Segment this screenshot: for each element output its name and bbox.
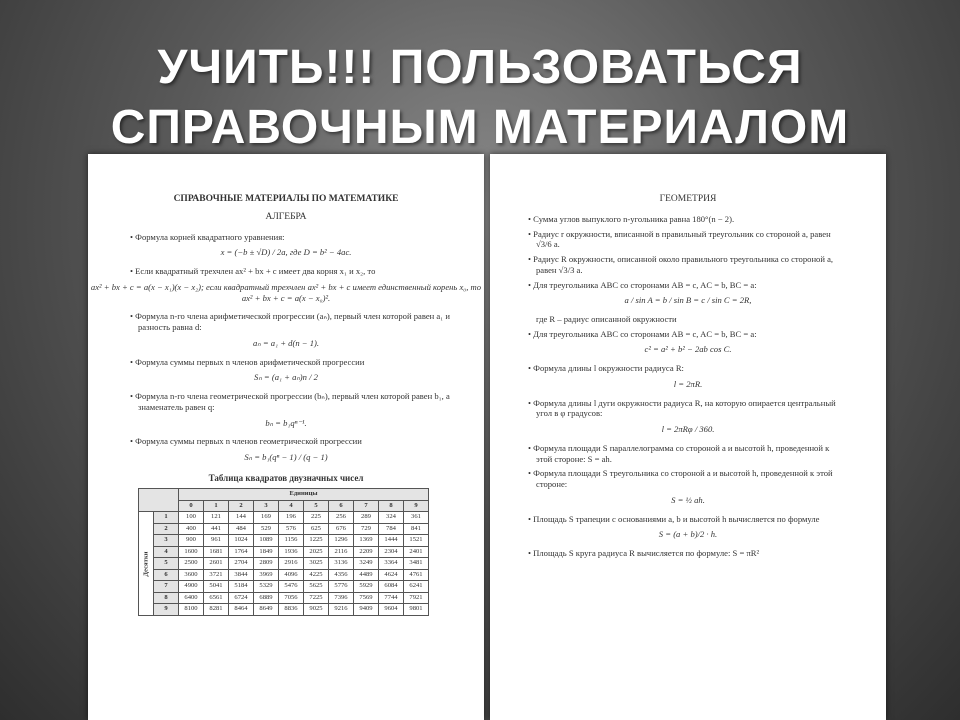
table-cell: 5476 [279,581,304,593]
algebra-subheading: АЛГЕБРА [265,211,307,222]
table-cell: 324 [379,512,404,524]
table-cell: 2500 [179,558,204,570]
table-cell: 3025 [304,558,329,570]
table-cell: 8464 [229,604,254,616]
table-cell: 4761 [404,569,429,581]
tens-row-header: 8 [154,592,179,604]
table-cell: 9216 [329,604,354,616]
algebra-item-formula: bₙ = b₁qⁿ⁻¹. [265,417,307,428]
units-column-header: 2 [229,500,254,512]
table-cell: 8100 [179,604,204,616]
table-cell: 2704 [229,558,254,570]
algebra-item-text: • Формула корней квадратного уравнения: [138,232,462,243]
tens-row-header: 1 [154,512,179,524]
table-row [139,569,429,581]
table-cell: 576 [279,523,304,535]
table-row [139,558,429,570]
table-cell: 4225 [304,569,329,581]
table-row [139,523,429,535]
table-cell: 144 [229,512,254,524]
table-cell: 6400 [179,592,204,604]
units-column-header: 8 [379,500,404,512]
geometry-item-text: • Формула площади S треугольника со стороной a и высотой h, проведенной к этой стороне: [536,468,846,489]
geometry-formula-list [490,214,886,559]
table-cell: 5041 [204,581,229,593]
table-cell: 2209 [354,546,379,558]
table-cell: 6724 [229,592,254,604]
geometry-item-text: • Формула площади S параллелограмма со стороной a и высотой h, проведенной к этой стороне: S = ah. [536,443,846,464]
table-cell: 2809 [254,558,279,570]
table-cell: 9801 [404,604,429,616]
table-cell: 3364 [379,558,404,570]
table-cell: 256 [329,512,354,524]
table-cell: 361 [404,512,429,524]
table-cell: 1600 [179,546,204,558]
units-header: Единицы [179,489,429,501]
table-row [139,581,429,593]
table-cell: 169 [254,512,279,524]
table-cell: 2916 [279,558,304,570]
slide-title-line-1: УЧИТЬ!!! ПОЛЬЗОВАТЬСЯ [157,41,803,94]
table-cell: 441 [204,523,229,535]
squares-table-title: Таблица квадратов двузначных чисел [208,472,364,483]
geometry-item-text: • Радиус r окружности, вписанной в правильный треугольник со стороной a, равен √3/6 a. [536,229,846,250]
algebra-formula-list [88,232,484,463]
table-cell: 1764 [229,546,254,558]
table-cell: 1849 [254,546,279,558]
table-cell: 5184 [229,581,254,593]
geometry-item-formula: S = ½ ah. [671,494,705,505]
algebra-item-text: • Формула суммы первых n членов арифметической прогрессии [138,357,462,368]
algebra-reference-page [88,154,484,720]
table-cell: 3721 [204,569,229,581]
squares-table [138,488,429,616]
geometry-item-formula: l = 2πRφ / 360. [661,424,715,435]
units-column-header: 5 [304,500,329,512]
table-cell: 4489 [354,569,379,581]
table-cell: 1296 [329,535,354,547]
geometry-item-text: • Площадь S круга радиуса R вычисляется по формуле: S = πR² [536,548,846,559]
table-cell: 729 [354,523,379,535]
table-cell: 5776 [329,581,354,593]
units-column-header: 3 [254,500,279,512]
table-cell: 1521 [404,535,429,547]
table-row [139,512,429,524]
table-cell: 3600 [179,569,204,581]
table-cell: 7056 [279,592,304,604]
table-cell: 8836 [279,604,304,616]
table-row [139,592,429,604]
geometry-reference-page [490,154,886,720]
geometry-item-formula: c² = a² + b² − 2ab cos C. [644,344,732,355]
table-cell: 3249 [354,558,379,570]
geometry-item-formula: a / sin A = b / sin B = c / sin C = 2R, [624,295,752,306]
table-cell: 7396 [329,592,354,604]
left-page-heading: СПРАВОЧНЫЕ МАТЕРИАЛЫ ПО МАТЕМАТИКЕ [173,194,399,204]
table-cell: 2116 [329,546,354,558]
table-row [139,546,429,558]
table-cell: 4356 [329,569,354,581]
table-cell: 4624 [379,569,404,581]
circumradius-note: где R – радиус описанной окружности [536,314,677,325]
table-cell: 3481 [404,558,429,570]
algebra-item-text: • Формула n-го члена арифметической прогрессии (aₙ), первый член которой равен a₁ и разность равна d: [138,311,462,332]
table-cell: 4900 [179,581,204,593]
slide-title [0,38,960,158]
tens-row-header: 5 [154,558,179,570]
table-cell: 5625 [304,581,329,593]
table-cell: 7744 [379,592,404,604]
table-cell: 7569 [354,592,379,604]
algebra-item-formula: ax² + bx + c = a(x − x₁)(x − x₂); если квадратный трехчлен ax² + bx + c имеет единственный корень x₀, то ax² + bx + c = a(x − x₀)². [90,281,482,303]
table-cell: 9025 [304,604,329,616]
algebra-item-formula: aₙ = a₁ + d(n − 1). [252,337,320,348]
table-cell: 1089 [254,535,279,547]
table-cell: 9604 [379,604,404,616]
table-cell: 2304 [379,546,404,558]
table-cell: 2401 [404,546,429,558]
tens-row-header: 9 [154,604,179,616]
units-column-header: 4 [279,500,304,512]
tens-row-header: 2 [154,523,179,535]
table-cell: 1369 [354,535,379,547]
table-cell: 7921 [404,592,429,604]
algebra-item-formula: x = (−b ± √D) / 2a, где D = b² − 4ac. [220,247,352,258]
algebra-item-text: • Если квадратный трехчлен ax² + bx + c имеет два корня x₁ и x₂, то [138,266,462,277]
tens-row-header: 6 [154,569,179,581]
table-cell: 6561 [204,592,229,604]
geometry-heading: ГЕОМЕТРИЯ [659,194,717,204]
geometry-item-formula: l = 2πR. [673,378,703,389]
units-column-header: 7 [354,500,379,512]
table-cell: 1444 [379,535,404,547]
table-row [139,604,429,616]
algebra-item-formula: Sₙ = b₁(qⁿ − 1) / (q − 1) [244,452,328,463]
table-corner [139,489,179,512]
table-cell: 2025 [304,546,329,558]
table-cell: 6084 [379,581,404,593]
table-cell: 1936 [279,546,304,558]
table-cell: 400 [179,523,204,535]
table-cell: 5329 [254,581,279,593]
tens-row-header: 7 [154,581,179,593]
geometry-item-text: • Формула длины l дуги окружности радиуса R, на которую опирается центральный угол в φ градусов: [536,398,846,419]
table-cell: 2601 [204,558,229,570]
table-cell: 625 [304,523,329,535]
units-column-header: 1 [204,500,229,512]
table-cell: 841 [404,523,429,535]
table-cell: 121 [204,512,229,524]
geometry-item-formula: S = (a + b)/2 · h. [658,529,718,540]
tens-header: Десятки [139,512,154,616]
units-column-header: 9 [404,500,429,512]
table-cell: 4096 [279,569,304,581]
table-cell: 484 [229,523,254,535]
table-cell: 8649 [254,604,279,616]
algebra-item-text: • Формула суммы первых n членов геометрической прогрессии [138,436,462,447]
tens-row-header: 3 [154,535,179,547]
geometry-item-text: • Для треугольника ABC со сторонами AB = c, AC = b, BC = a: [536,280,846,291]
units-column-header: 6 [329,500,354,512]
table-cell: 1024 [229,535,254,547]
tens-row-header: 4 [154,546,179,558]
table-cell: 676 [329,523,354,535]
table-cell: 6889 [254,592,279,604]
algebra-item-text: • Формула n-го члена геометрической прогрессии (bₙ), первый член которой равен b₁, а знаменатель равен q: [138,391,462,412]
algebra-item-formula: Sₙ = (a₁ + aₙ)n / 2 [254,372,318,383]
geometry-item-text: • Для треугольника ABC со сторонами AB = c, AC = b, BC = a: [536,329,846,340]
table-row [139,535,429,547]
slide-title-line-2: СПРАВОЧНЫМ МАТЕРИАЛОМ [110,101,850,154]
table-cell: 1225 [304,535,329,547]
table-cell: 961 [204,535,229,547]
geometry-item-text: • Радиус R окружности, описанной около правильного треугольника со стороной a, равен √3/3 a. [536,254,846,275]
table-cell: 7225 [304,592,329,604]
table-cell: 9409 [354,604,379,616]
table-cell: 1681 [204,546,229,558]
table-cell: 289 [354,512,379,524]
table-cell: 196 [279,512,304,524]
table-cell: 100 [179,512,204,524]
table-cell: 225 [304,512,329,524]
units-column-header: 0 [179,500,204,512]
geometry-item-text: • Сумма углов выпуклого n-угольника равна 180°(n − 2). [536,214,846,225]
table-cell: 5929 [354,581,379,593]
table-cell: 6241 [404,581,429,593]
table-cell: 529 [254,523,279,535]
table-cell: 784 [379,523,404,535]
table-cell: 3969 [254,569,279,581]
geometry-item-text: • Формула длины l окружности радиуса R: [536,363,846,374]
table-cell: 900 [179,535,204,547]
table-cell: 8281 [204,604,229,616]
table-cell: 1156 [279,535,304,547]
geometry-item-text: • Площадь S трапеции с основаниями a, b и высотой h вычисляется по формуле [536,514,846,525]
table-cell: 3844 [229,569,254,581]
table-cell: 3136 [329,558,354,570]
